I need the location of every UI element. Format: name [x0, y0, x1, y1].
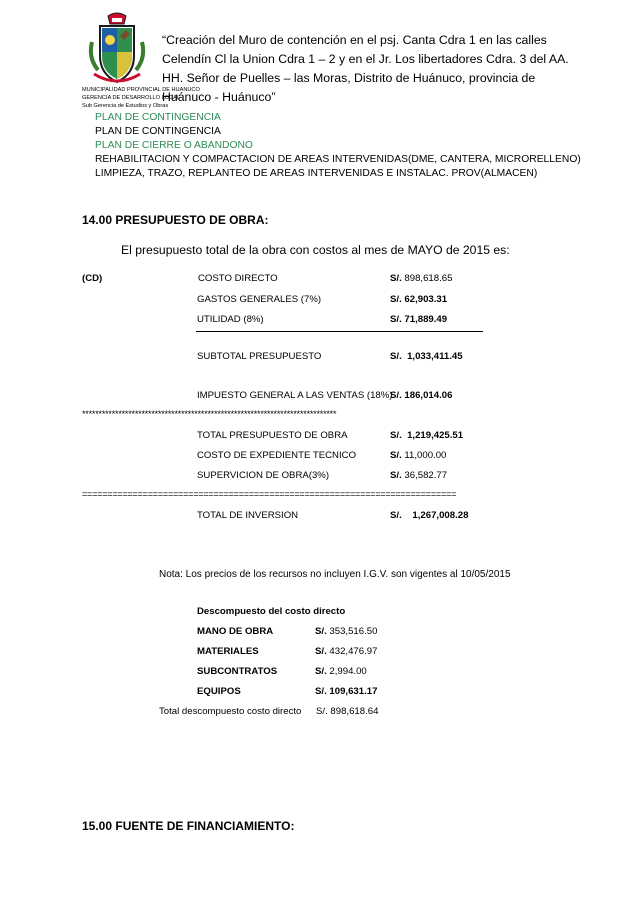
document-header-title: “Creación del Muro de contención en el psj. Canta Cdra 1 en las calles Celendín Cl la Union Cdra 1 – 2 y en el Jr. Los libertadores Cdra. 3 del AA. HH. Señor de Puelles – las Moras, Distrito de Huánuco, provincia de Huánuco - Huánuco”	[162, 33, 569, 104]
breakdown-value-materiales: S/. 432,476.97	[315, 646, 378, 657]
breakdown-value-equipos: S/. 109,631.17	[315, 686, 378, 697]
breakdown-total-value: S/. 898,618.64	[316, 706, 379, 717]
row-value-igv: S/. 186,014.06	[390, 390, 453, 401]
section-15-title: 15.00 FUENTE DE FINANCIAMIENTO:	[82, 819, 295, 833]
row-label-utilidad: UTILIDAD (8%)	[197, 314, 264, 325]
row-value-total-inversion: S/. 1,267,008.28	[390, 510, 469, 521]
breakdown-total-label: Total descompuesto costo directo	[159, 706, 302, 717]
municipal-coat-of-arms-logo	[88, 12, 146, 88]
sum-underline	[196, 331, 483, 332]
breakdown-value-mano-obra: S/. 353,516.50	[315, 626, 378, 637]
equal-separator: ==========================================================================	[82, 489, 457, 499]
breakdown-label-subcontratos: SUBCONTRATOS	[197, 666, 278, 677]
breakdown-value-subcontratos: S/. 2,994.00	[315, 666, 367, 677]
row-value-total-presupuesto: S/. 1,219,425.51	[390, 430, 464, 441]
row-value-supervicion: S/. 36,582.77	[390, 470, 448, 481]
row-value-gastos-generales: S/. 62,903.31	[390, 294, 448, 305]
prices-note: Nota: Los precios de los recursos no incluyen I.G.V. son vigentes al 10/05/2015	[159, 569, 511, 580]
row-label-expediente: COSTO DE EXPEDIENTE TECNICO	[197, 450, 357, 461]
section-14-title: 14.00 PRESUPUESTO DE OBRA:	[82, 213, 269, 227]
plan-line-cierre-abandono: PLAN DE CIERRE O ABANDONO	[95, 140, 253, 151]
star-separator: *****************************************************************************	[82, 409, 337, 419]
row-value-utilidad: S/. 71,889.49	[390, 314, 448, 325]
breakdown-title: Descompuesto del costo directo	[197, 606, 346, 617]
row-value-costo-directo: S/. 898,618.65	[390, 273, 453, 284]
breakdown-label-equipos: EQUIPOS	[197, 686, 241, 697]
row-label-costo-directo: COSTO DIRECTO	[198, 273, 278, 284]
breakdown-label-mano-obra: MANO DE OBRA	[197, 626, 274, 637]
row-label-supervicion: SUPERVICION DE OBRA(3%)	[197, 470, 330, 481]
breakdown-label-materiales: MATERIALES	[197, 646, 259, 657]
row-value-expediente: S/. 11,000.00	[390, 450, 447, 461]
org-line-subgerencia: Sub Gerencia de Estudios y Obras	[82, 103, 169, 109]
row-label-total-presupuesto: TOTAL PRESUPUESTO DE OBRA	[197, 430, 348, 441]
row-label-gastos-generales: GASTOS GENERALES (7%)	[197, 294, 322, 305]
org-line-gerencia: GERENCIA DE DESARROLLO LOCAL	[82, 95, 180, 101]
row-label-subtotal: SUBTOTAL PRESUPUESTO	[197, 351, 322, 362]
row-value-subtotal: S/. 1,033,411.45	[390, 351, 463, 362]
section-14-intro: El presupuesto total de la obra con costos al mes de MAYO de 2015 es:	[121, 243, 510, 257]
row-label-total-inversion: TOTAL DE INVERSION	[197, 510, 299, 521]
plan-line-rehabilitacion: REHABILITACION Y COMPACTACION DE AREAS INTERVENIDAS(DME, CANTERA, MICRORELLENO)	[95, 154, 581, 165]
org-line-municipality: MUNICIPALIDAD PROVINCIAL DE HUANUCO	[82, 87, 200, 93]
row-label-igv: IMPUESTO GENERAL A LAS VENTAS (18%)	[197, 390, 393, 401]
plan-line-contingencia-green: PLAN DE CONTINGENCIA	[95, 112, 221, 123]
plan-line-limpieza: LIMPIEZA, TRAZO, REPLANTEO DE AREAS INTERVENIDAS E INSTALAC. PROV(ALMACEN)	[95, 168, 538, 179]
plan-line-contingencia: PLAN DE CONTINGENCIA	[95, 126, 221, 137]
cd-label: (CD)	[82, 273, 103, 284]
